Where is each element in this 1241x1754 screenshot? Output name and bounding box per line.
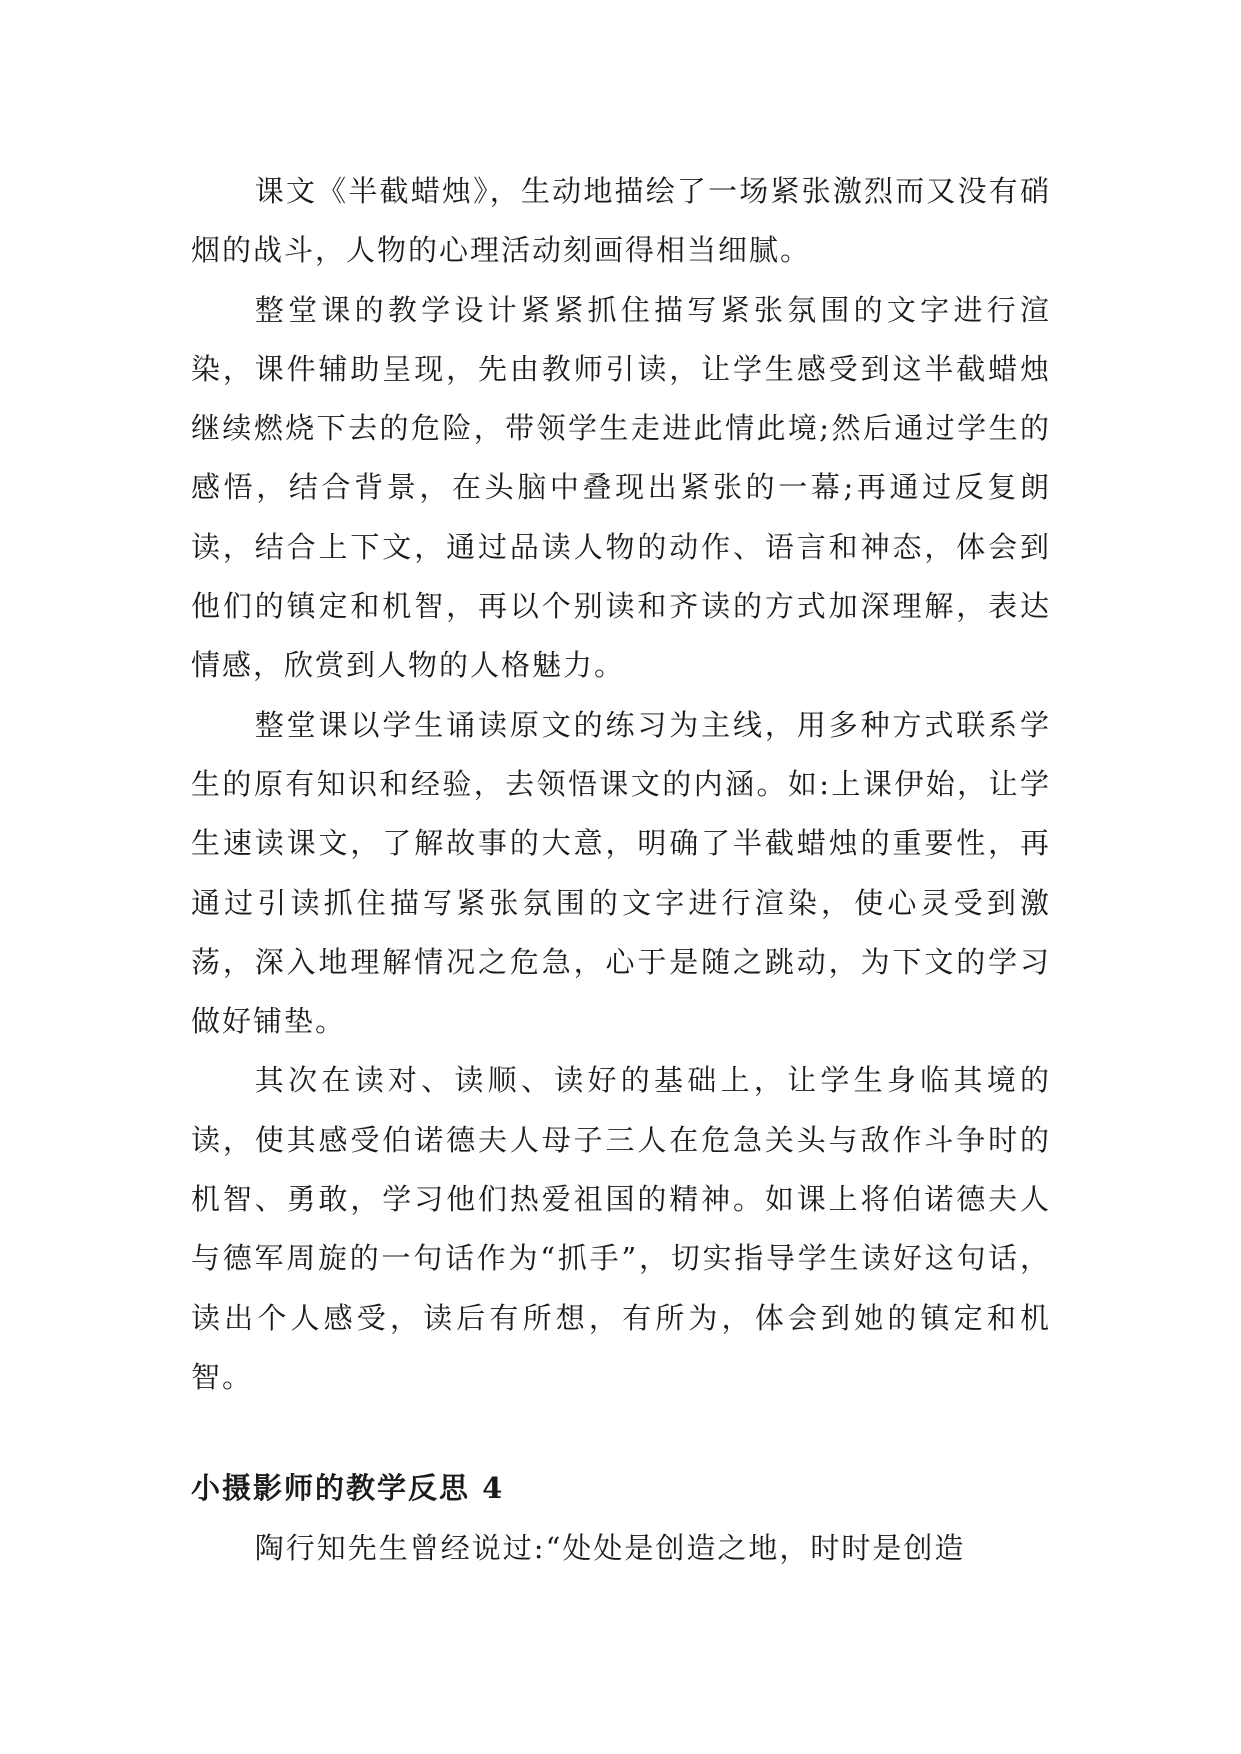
paragraph-immersive-reading: 其次在读对、读顺、读好的基础上，让学生身临其境的读，使其感受伯诺德夫人母子三人在危急关头与敌作斗争时的机智、勇敢，学习他们热爱祖国的精神。如课上将伯诺德夫人与德军周旋的一句话作为“抓手”，切实指导学生读好这句话，读出个人感受，读后有所想，有所为，体会到她的镇定和机智。 [191,1063,1051,1394]
paragraph-reading-practice: 整堂课以学生诵读原文的练习为主线，用多种方式联系学生的原有知识和经验，去领悟课文的内涵。如:上课伊始，让学生速读课文，了解故事的大意，明确了半截蜡烛的重要性，再通过引读抓住描写紧张氛围的文字进行渲染，使心灵受到激荡，深入地理解情况之危急，心于是随之跳动，为下文的学习做好铺垫。 [191,707,1051,1039]
paragraph-design: 整堂课的教学设计紧紧抓住描写紧张氛围的文字进行渲染，课件辅助呈现，先由教师引读，让学生感受到这半截蜡烛继续燃烧下去的危险，带领学生走进此情此境;然后通过学生的感悟，结合背景，在头脑中叠现出紧张的一幕;再通过反复朗读，结合上下文，通过品读人物的动作、语言和神态，体会到他们的镇定和机智，再以个别读和齐读的方式加深理解，表达情感，欣赏到人物的人格魅力。 [191,292,1051,683]
section-title: 小摄影师的教学反思 4 [191,1471,505,1506]
document-body [191,162,1051,1578]
paragraph-quote: 陶行知先生曾经说过:“处处是创造之地，时时是创造 [254,1530,966,1565]
paragraph-intro: 课文《半截蜡烛》，生动地描绘了一场紧张激烈而又没有硝烟的战斗，人物的心理活动刻画得相当细腻。 [191,174,1051,268]
